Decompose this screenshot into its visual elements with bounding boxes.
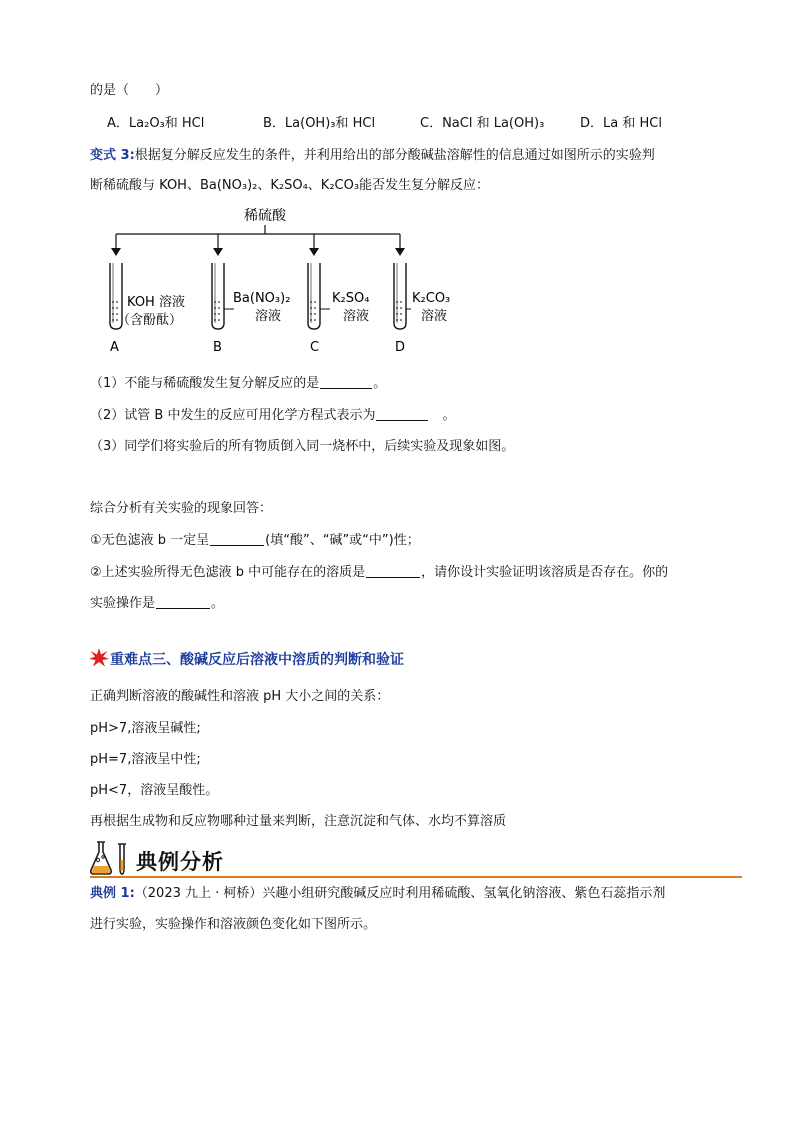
option-c[interactable]: C．NaCl 和 La(OH)₃: [420, 116, 545, 131]
example1-tag: 典例 1:: [90, 886, 135, 901]
q1-suffix: 。: [373, 376, 387, 391]
a1-prefix: ①无色滤液 b 一定呈: [90, 533, 210, 548]
tube-b-label2: 溶液: [255, 309, 282, 324]
q2-suffix: 。: [429, 408, 456, 423]
a2-prefix: ②上述实验所得无色滤液 b 中可能存在的溶质是: [90, 565, 366, 580]
question-tail: 的是（ ）: [90, 83, 169, 98]
a3-prefix: 实验操作是: [90, 596, 156, 611]
example1-line2: 进行实验，实验操作和溶液颜色变化如下图所示。: [90, 917, 377, 932]
ph-line-3: pH<7，溶液呈酸性。: [90, 783, 219, 798]
q1-answer-blank[interactable]: [320, 374, 372, 389]
ph-intro: 正确判断溶液的酸碱性和溶液 pH 大小之间的关系：: [90, 689, 390, 704]
a1-answer-blank[interactable]: [210, 531, 264, 546]
red-star-icon: [89, 648, 109, 668]
arrow-c-icon: [309, 248, 319, 256]
answer-3: [90, 594, 224, 613]
ph-line-2: pH=7,溶液呈中性;: [90, 752, 201, 767]
arrow-d-icon: [395, 248, 405, 256]
a2-suffix: ，请你设计实验证明该溶质是否存在。你的: [421, 565, 669, 580]
tube-a: [110, 234, 185, 355]
tube-d-label2: 溶液: [421, 309, 448, 324]
option-b[interactable]: B．La(OH)₃和 HCl: [263, 116, 376, 131]
a3-answer-blank[interactable]: [156, 594, 210, 609]
option-a[interactable]: A．La₂O₃和 HCl: [107, 116, 205, 131]
flask-icon: [88, 838, 134, 878]
a2-answer-blank[interactable]: [366, 563, 420, 578]
q1-prefix: （1）不能与稀硫酸发生复分解反应的是: [90, 376, 320, 391]
tube-b-letter: B: [213, 340, 222, 355]
a1-suffix: (填“酸”、“碱”或“中”)性；: [265, 533, 420, 548]
tube-c: [308, 234, 369, 355]
orange-divider: [90, 876, 742, 878]
tube-a-letter: A: [110, 340, 119, 355]
tube-b: [212, 234, 290, 355]
tube-d-label1: K₂CO₃: [412, 291, 451, 306]
solute-note: 再根据生成物和反应物哪种过量来判断，注意沉淀和气体、水均不算溶质: [90, 814, 507, 829]
question-1: [90, 374, 386, 393]
example1-line1: [90, 885, 665, 903]
analysis-intro: 综合分析有关实验的现象回答：: [90, 501, 273, 516]
diagram-top-label: 稀硫酸: [244, 208, 286, 224]
tube-c-label2: 溶液: [343, 309, 370, 324]
ph-line-1: pH>7,溶液呈碱性;: [90, 721, 201, 736]
answer-2: [90, 563, 668, 582]
question-2: [90, 406, 455, 425]
arrow-b-icon: [213, 248, 223, 256]
variant3-text1: 根据复分解反应发生的条件，并利用给出的部分酸碱盐溶解性的信息通过如图所示的实验判: [134, 148, 655, 163]
q2-prefix: （2）试管 B 中发生的反应可用化学方程式表示为: [90, 408, 376, 423]
tube-a-label2: （含酚酞）: [117, 313, 183, 328]
tube-d: [394, 234, 450, 355]
answer-1: [90, 531, 420, 550]
tube-c-letter: C: [310, 340, 320, 355]
test-tube-diagram: [100, 205, 480, 357]
example1-text1: （2023 九上 · 柯桥）兴趣小组研究酸碱反应时利用稀硫酸、氢氧化钠溶液、紫色石蕊指示剂: [134, 886, 666, 901]
tube-d-letter: D: [395, 340, 406, 355]
tube-a-label1: KOH 溶液: [127, 295, 185, 310]
tube-b-label1: Ba(NO₃)₂: [233, 291, 291, 306]
options-row: [107, 115, 707, 133]
variant3-tag: 变式 3:: [90, 148, 135, 163]
option-d[interactable]: D．La 和 HCl: [580, 116, 662, 131]
question-3: （3）同学们将实验后的所有物质倒入同一烧杯中，后续实验及现象如图。: [90, 439, 515, 454]
a3-suffix: 。: [211, 596, 225, 611]
variant3-line1: [90, 147, 655, 165]
example-header: 典例分析: [136, 850, 224, 874]
variant3-line2: 断稀硫酸与 KOH、Ba(NO₃)₂、K₂SO₄、K₂CO₃能否发生复分解反应：: [90, 178, 490, 193]
q2-answer-blank[interactable]: [376, 406, 428, 421]
arrow-a-icon: [111, 248, 121, 256]
section3-title: 重难点三、酸碱反应后溶液中溶质的判断和验证: [110, 652, 404, 668]
tube-c-label1: K₂SO₄: [332, 291, 370, 306]
